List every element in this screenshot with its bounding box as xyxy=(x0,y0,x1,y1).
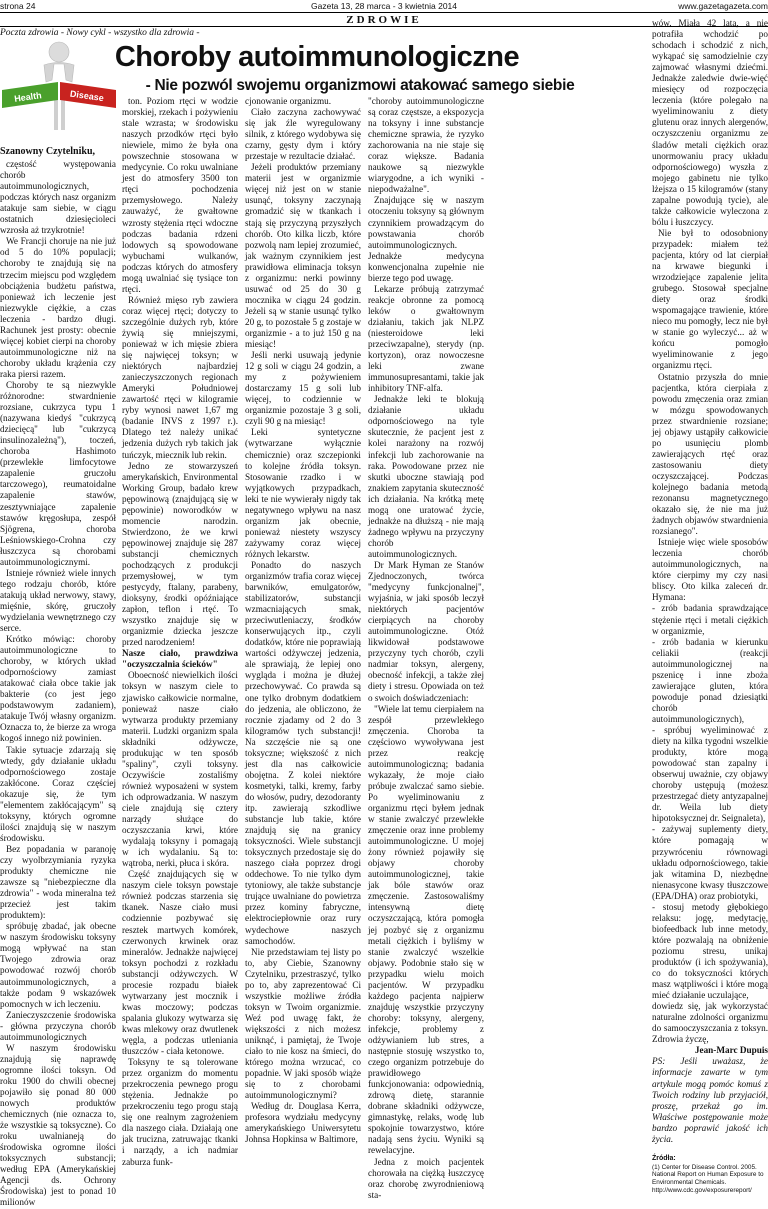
paragraph: Jedno ze stowarzyszeń amerykańskich, Environmental Working Group, badało krew pępowinową (znajdującą się w pępowinie) noworodków w momencie narodzin. Stwierdzono, że we krwi pępowinowej znajduje się 287 substancji chemicznych pochodzących z produkcji przemysłowej, w tym pestycydy, ftalany, parabeny, dioksyny, środki opóźniające zapłon, teflon i rtęć. To wszystko znajduje się w organizmie dziecka jeszcze przed narodzeniem! xyxy=(122,460,238,648)
paragraph: częstość występowania chorób autoimmunologicznych, podczas których nasz organizm atakuje sam siebie, w ciągu ostatnich dziesięcioleci wzrosła aż trzykrotnie! xyxy=(0,159,116,236)
article-title: Choroby autoimmunologiczne xyxy=(114,41,520,73)
article-column-4 xyxy=(368,96,484,1200)
paragraph: (1) Center for Disease Control. 2005. National Report on Human Exposure to Environmental Chemicals. http://www.cdc.gov/exposurereport/ xyxy=(652,1163,764,1194)
paragraph: ton. Poziom rtęci w wodzie morskiej, rzekach i pożywieniu stale wzrasta; w środowisku naszych przodków rtęci było niewiele, mimo że była ona powszechnie stosowana w medycynie. Co roku uwalniane jest do atmosfery 3500 ton rtęci pochodzenia przemysłowego. Należy zauważyć, że gwałtowne wzrosty stężenia rtęci wdoczne podczas badania rdzeni lodowych są spowodowane wybuchami wulkanów, podczas których do atmosfery mogą uwalniać się tysiące ton rtęci. xyxy=(122,96,238,294)
paragraph: PS: Jeśli uważasz, że informacje zawarte w tym artykule mogą pomóc komuś z Twoich rodziny lub przyjaciół, proszę, przekaż go im. Właściwe postępowanie może bardzo poprawić jakość ich życia. xyxy=(652,1056,768,1144)
kicker: Poczta zdrowia - Nowy cykl - wszystko dla zdrowia - xyxy=(0,28,200,38)
paragraph: Szanowny Czytelniku, xyxy=(0,146,96,157)
header-divider xyxy=(0,12,768,13)
paragraph: Lekarze próbują zatrzymać reakcje obronne za pomocą leków o gwałtownym działaniu, takich jak NLPZ (niesteroidowe leki przeciwzapalne), sterydy (np. kortyzon), oraz nowoczesne leki zwane immunosupresantami, takie jak inhibitory TNF-alfa. xyxy=(368,283,484,394)
paragraph: We Francji choruje na nie już od 5 do 10% populacji; choroby te znajdują się na trzecim miejscu pod względem obciążenia budżetu państwa, ponieważ ich leczenie jest niezwykle ciężkie, a czas leczenia - bardzo długi. Rachunek jest prosty: obecnie więcej kobiet cierpi na choroby autoimmunologiczne niż na choroby układu krążenia czy raka piersi razem. xyxy=(0,236,116,379)
paragraph: Leki syntetyczne (wytwarzane wyłącznie chemicznie) oraz szczepionki to kolejne źródła toksyn. Stosowanie rzadko i w wyjątkowych przypadkach, leki te nie wywierały nigdy tak negatywnego wpływu na nasz organizm jak obecnie, ponieważ niestety wszyscy zażywamy coraz więcej różnych lekarstw. xyxy=(245,427,361,559)
article-column-5 xyxy=(652,18,768,1194)
paragraph: Oboecność niewielkich ilości toksyn w naszym ciele to zjawisko całkowicie normalne, ponieważ nasze ciało wytwarza produkty przemiany materii. Ludzki organizm spala składniki odżywcze, produkując w ten sposób "spaliny", czyli toksyny. Oczywiście zostaliśmy również wyposażeni w system ich odprowadzania. W naszym ciele znajdują się cztery narządy służące do oczyszczania krwi, które wydalają toksyny i pomagają w ich wydalaniu. Są to: wątroba, nerki, płuca i skóra. xyxy=(122,670,238,869)
paragraph: Jednakże leki te blokują działanie układu odpornościowego na tyle skutecznie, że pacjent jest z kolei narażony na rozwój infekcji lub zachorowanie na raka. Powodowane przez nie skutki uboczne stawiają pod znakiem zapytania skuteczność ich działania. Na krótką metę mogą one uratować życie, jednakże na dłuższą - nie mają żadnego wpływu na przyczyny chorób autoimmunologicznych. xyxy=(368,394,484,559)
section-label: ZDROWIE xyxy=(346,14,422,26)
paragraph: Ciało zaczyna zachowywać się jak źle wyregulowany silnik, z którego wydobywa się czarny, gęsty dym i który przestaje w rezultacie działać. xyxy=(245,107,361,162)
paragraph: Znajdujące się w naszym otoczeniu toksyny są głównym czynnikiem prowadzącym do powstawania chorób autoimmunologicznych. Jednakże medycyna konwencjonalna zupełnie nie bierze tego pod uwagę. xyxy=(368,195,484,283)
paragraph: Jedna z moich pacjentek chorowała na ciężką łuszczycę oraz chorobę zwyrodnieniową sta- xyxy=(368,1156,484,1200)
paragraph: - stosuj metody głębokiego relaksu: jogę, medytację, biofeedback lub inne metody, które pozwalają na obniżenie poziomu stresu, unikaj produktów (i ich spożywania), co do toksyczności których masz wątpliwości i które mogą mieć działanie uczulające, xyxy=(652,901,768,1001)
paragraph: cjonowanie organizmu. xyxy=(245,96,332,106)
paragraph: Również mięso ryb zawiera coraz więcej rtęci; dotyczy to szczególnie dużych ryb, które żywią się mniejszymi, ponieważ w ich mięsie zbiera się najwięcej toksyn; w niektórych najbardziej zanieczyszczonych regionach Ameryki Południowej zawartość rtęci w kilogramie ryby wynosi nawet 1,67 mg (badanie INVS z 1997 r.). Dlatego też należy unikać jedzenia dużych ryb takich jak tuńczyk, miecznik lub rekin. xyxy=(122,294,238,460)
article-subtitle: - Nie pozwól swojemu organizmowi atakować samego siebie xyxy=(145,77,575,94)
paragraph: Istnieje również wiele innych tego rodzaju chorób, które atakują układ nerwowy, stawy, mięśnie, skórę, gruczoły wydzielania wewnętrznego czy serce. xyxy=(0,567,116,634)
paragraph: Jeżeli produktów przemiany materii jest w organizmie więcej niż jest on w stanie usunąć, toksyny zaczynają gromadzić się w tkankach i stają się przyczyną przyszłych chorób. Oto kilka liczb, które pozwolą nam lepiej zrozumieć, jak ważnym czynnikiem jest prawidłowa eliminacja toksyn z organizmu: nerki powinny usuwać od 25 do 30 g mocznika w ciągu 24 godzin. Jeżeli są w stanie usunąć tylko 20 g, to pozostałe 5 g zostaje w organizmie - a to już 150 g na miesiąc! xyxy=(245,162,361,350)
paragraph: Krótko mówiąc: choroby autoimmunologiczne to choroby, w których układ odpornościowy zamiast atakować ciała obce takie jak bakterie (co jest jego podstawowym zadaniem), atakuje Twój własny organizm. Oznacza to, że bierze za wroga kogoś innego niż powinien. xyxy=(0,634,116,744)
paragraph: "Wiele lat temu cierpiałem na zespół przewlekłego zmęczenia. Choroba ta częściowo wywoływana jest przez reakcję autoimmunologiczną; badania wykazały, że moje ciało próbuje zwalczać samo siebie. Po wyeliminowaniu z organizmu rtęci byłem jednak w stanie zwalczyć przewlekłe zmęczenie oraz inne problemy autoimmunologiczne. U mojej żony również pojawiły się objawy choroby autoimmunologicznej, takie jak bóle stawów oraz zmęczenie. Zastosowaliśmy intensywną dietę oczyszczającą, która pomogła jej pozbyć się z organizmu metali ciężkich i byliśmy w stanie zwalczyć wszelkie objawy. Podobnie stało się w przypadku wielu moich pacjentów. W przypadku każdego pacjenta najpierw znajduję wszystkie przyczyny choroby: toksyny, alergeny, infekcje, problemy z odżywianiem lub stres, a następnie stosuję wszystko to, czego organizm potrzebuje do prawidłowego funkcjonowania: odpowiednią, zdrową dietę, starannie dobrane składniki odżywcze, gimnastykę, relaks, wodę lub spokojnie towarzystwo, które nadają sens życiu. Wyniki są rewelacyjne. xyxy=(368,703,484,1156)
article-column-2 xyxy=(122,96,238,1167)
paragraph: "choroby autoimmunologiczne są coraz częstsze, a ekspozycja na toksyny i inne substancje chemiczne sprawia, że ryzyko zachorowania na nie staje się coraz większe. Badania naukowe są niezwykle wiarygodne, a ich wyniki - niepodważalne". xyxy=(368,96,484,195)
paragraph: Bez popadania w paranoję czy wyolbrzymiania ryzyka produkty chemiczne nie zawsze są "niebezpieczne dla zdrowia" - woda mineralna też przecież jest takim produktem): xyxy=(0,843,116,921)
paragraph: Nie był to odosobniony przypadek: miałem też pacjenta, który od lat cierpiał na krwawe biegunki i wrzodziejące zapalenie jelita grubego. Stosował specjalne diety oraz środki wspomagające trawienie, które nieco mu pomogły, lecz nie był w stanie go wyleczyć... aż w końcu pomogło wyeliminowanie z jego organizmu rtęci. xyxy=(652,227,768,371)
paragraph: Zanieczyszczenie środowiska - główna przyczyna chorób autoimmunologicznych xyxy=(0,1009,116,1042)
paragraph: Jeśli nerki usuwają jedynie 12 g soli w ciągu 24 godzin, a my z pożywieniem dostarczamy 15 g soli lub więcej, to codziennie w organizmie pozostaje 3 g soli, czyli 90 g na miesiąc! xyxy=(245,350,361,427)
paragraph: - zrób badania sprawdzające stężenie rtęci i metali ciężkich w organizmie, xyxy=(652,603,768,636)
health-sign-icon xyxy=(2,82,58,108)
page-number: strona 24 xyxy=(0,1,36,11)
paragraph: Nie przedstawiam tej listy po to, aby Ciebie, Szanowny Czytelniku, przestraszyć, tylko po to, aby zaprezentować Ci wszystkie możliwe źródła toksyn w Twoim organizmie. Weź pod uwagę fakt, że większości z nich możesz uniknąć, i pamiętaj, że Twoje ciało to nie kosz na śmieci, do którego można wrzucać, co popadnie. W jaki sposób wiąże się to z chorobami autoimmunologicznymi? xyxy=(245,946,361,1101)
paragraph: Takie sytuacje zdarzają się wtedy, gdy działanie układu odpornościowego zostaje zakłócone. Coraz częściej okazuje się, że tym "elementem zakłócającym" są toksyny, których ogromne ilości znajdują się w naszym środowisku. xyxy=(0,744,116,843)
paragraph: - zrób badania w kierunku celiakii (reakcji autoimmunologicznej na pszenicę i inne zboża zawierające gluten, która powoduje ponad dziesiątki chorób autoimmunologicznych), xyxy=(652,636,768,724)
issue-info: Gazeta 13, 28 marca - 3 kwietnia 2014 xyxy=(311,1,457,11)
website-link[interactable]: www.gazetagazeta.com xyxy=(678,1,768,11)
author-signature: Jean-Marc Dupuis xyxy=(694,1045,768,1056)
paragraph: Dr Mark Hyman ze Stanów Zjednoczonych, twórca "medycyny funkcjonalnej", wyjaśnia, w jaki sposób leczył niektórych pacjentów cierpiących na choroby autoimmunologiczne. Otóż likwidował podstawowe przyczyny tych chorób, czyli nadmiar toksyn, alergeny, obecność infekcji, a także złej diety i stresu. Opowiada on też o swoich doświadczeniach: xyxy=(368,559,484,703)
paragraph: - zażywaj suplementy diety, które pomagają w przywróceniu równowagi układu odpornościowego, takie jak witamina D, niezbędne nienasycone kwasy tłuszczowe (EPA/DHA) oraz probiotyki, xyxy=(652,824,768,901)
paragraph: Ostatnio przyszła do mnie pacjentka, która cierpiała z powodu zmęczenia oraz zmian w mózgu spowodowanych przez stwardnienie rozsiane; jej objawy ustąpiły całkowicie po usunięciu plomb zawierających rtęć oraz zastosowaniu diety oczyszczającej. Podczas kolejnego badania metodą rezonansu magnetycznego okazało się, że nie ma już żadnych objawów stwardnienia rozsianego". xyxy=(652,371,768,537)
article-column-3 xyxy=(245,96,361,1145)
health-word: Health xyxy=(13,90,43,104)
section-heading: Nasze ciało, prawdziwa "oczyszczalnia ścieków" xyxy=(122,648,238,670)
paragraph: spróbuję zbadać, jak obecne w naszym środowisku toksyny mogą wpływać na stan Twojego zdrowia oraz powodować rozwój chorób autoimmunologicznych, a także podam 9 wskazówek pomocnych w ich leczeniu. xyxy=(0,921,116,1009)
paragraph: Istnieje więc wiele sposobów leczenia chorób autoimmunologicznych, na które cierpimy my czy nasi bliscy. Oto kilka zaleceń dr. Hymana: xyxy=(652,537,768,603)
paragraph: wów. Miała 42 lata, a nie potrafiła wchodzić po schodach i schodzić z nich, wykąpać się samodzielnie czy zajmować własnymi dziećmi. Jednakże zaledwie dwie-więć miesięcy od rozpoczęcia leczenia (które polegało na wyeliminowaniu z diety glutenu oraz innych alergenów, oczyszczeniu organizmu ze śladów metali ciężkich oraz unormowaniu pracy układu odpornościowego) wyszła z mojego gabinetu nie tylko lżejsza o 15 kilogramów (stany zapalne powodują tycie), ale także całkowicie wyleczona z bólu i łuszczycy. xyxy=(652,18,768,227)
paragraph: Źródła: xyxy=(652,1154,676,1162)
page-header xyxy=(0,0,768,12)
paragraph: Toksyny te są tolerowane przez organizm do momentu przekroczenia pewnego progu stężenia. Jednakże po przekroczeniu tego progu stają się one realnym zagrożeniem dla naszego ciała. Działają one jak trucizna, zatruwając tkanki i narządy, a ich nadmiar zaburza funk- xyxy=(122,1057,238,1167)
paragraph: dowiedz się, jak wykorzystać naturalne zdolności organizmu do samooczyszczania z toksyn. Zdrowia życzę, xyxy=(652,1001,768,1045)
disease-sign-icon xyxy=(60,82,116,108)
paragraph: Ponadto do naszych organizmów trafia coraz więcej barwników, emulgatorów, stabilizatorów, substancji wzmacniających smak, przeciwutleniaczy, środków konserwujących itp., czyli dodatków, które nie poprawiają wartości odżywczej jedzenia, ale sprawiają, że lepiej ono wygląda i można je dłużej przechowywać. Co prawda są one tylko drobnym dodatkiem do jedzenia, ale obliczono, że rocznie zjadamy od 2 do 3 kilogramów tych substancji! Na szczęście nie są one toksyczne; większość z nich jest dla nas całkowicie obojętna. Z kolei niektóre kosmetyki, talki, kremy, farby do włosów, pudry, dezodoranty itp. zawierają szkodliwe substancje lub takie, które znajdują się na granicy toksyczności. Wiele substancji toksycznych przedostaje się do naszego ciała poprzez drogi oddechowe. To nie tylko dym tytoniowy, ale także substancje trujące uwalniane do powietrza przez kominy fabryczne, elektrociepłownie oraz rury wydechowe naszych samochodów. xyxy=(245,559,361,946)
paragraph: Choroby te są niezwykle różnorodne: stwardnienie rozsiane, cukrzyca typu 1 (nazywana kiedyś "cukrzycą dziecięcą" lub "cukrzycą insulinozależną"), toczeń, choroba Hashimoto (przewlekłe limfocytowe zapalenie gruczołu tarczowego), reumatoidalne zapalenie stawów, zesztywniające zapalenie stawów kręgosłupa, zespół Sjögrena, choroba Leśniowskiego-Crohna czy łuszczyca są chorobami autoimmunologicznymi. xyxy=(0,379,116,567)
paragraph: Według dr. Douglasa Kerra, profesora wydziału medycyny amerykańskiego Uniwersytetu Johnsa Hopkinsa w Baltimore, xyxy=(245,1101,361,1145)
paragraph: Część znajdujących się w naszym ciele toksyn powstaje również podczas starzenia się tkanek. Nasze ciało musi codziennie pozbywać się resztek martwych komórek, czerwonych krwinek oraz mineralów. Jednakże najwięcej toksyn pochodzi z rozkładu substancji odżywczych. W procesie rozpadu białek wytwarzany jest mocznik i kwas moczowy; podczas spalania glukozy wytwarza się kwas mlekowy oraz dwutlenek węgla, a podczas utleniania tłuszczów - ciała ketonowe. xyxy=(122,869,238,1057)
disease-word: Disease xyxy=(69,88,105,104)
article-column-1 xyxy=(0,146,116,1208)
paragraph: - spróbuj wyeliminować z diety na kilka tygodni wszelkie produkty, które mogą powodować stan zapalny i obserwuj uważnie, czy objawy choroby ustępują (możesz przestrzegać diety antyzapalnej dr. Weila lub diety hipotoksycznej dr. Seignaleta), xyxy=(652,725,768,824)
paragraph: W naszym środowisku znajdują się naprawdę ogromne ilości toksyn. Od roku 1900 do chwili obecnej pojawiło się ponad 80 000 nowych produktów chemicznych (nie oznacza to, że wszystkie są toksyczne). Co roku uwalnianeją do środowiska ogromne ilości toksycznych substancji; według EPA (Amerykańskiej Agencji ds. Ochrony Środowiska) jest to ponad 10 milionów xyxy=(0,1042,116,1208)
